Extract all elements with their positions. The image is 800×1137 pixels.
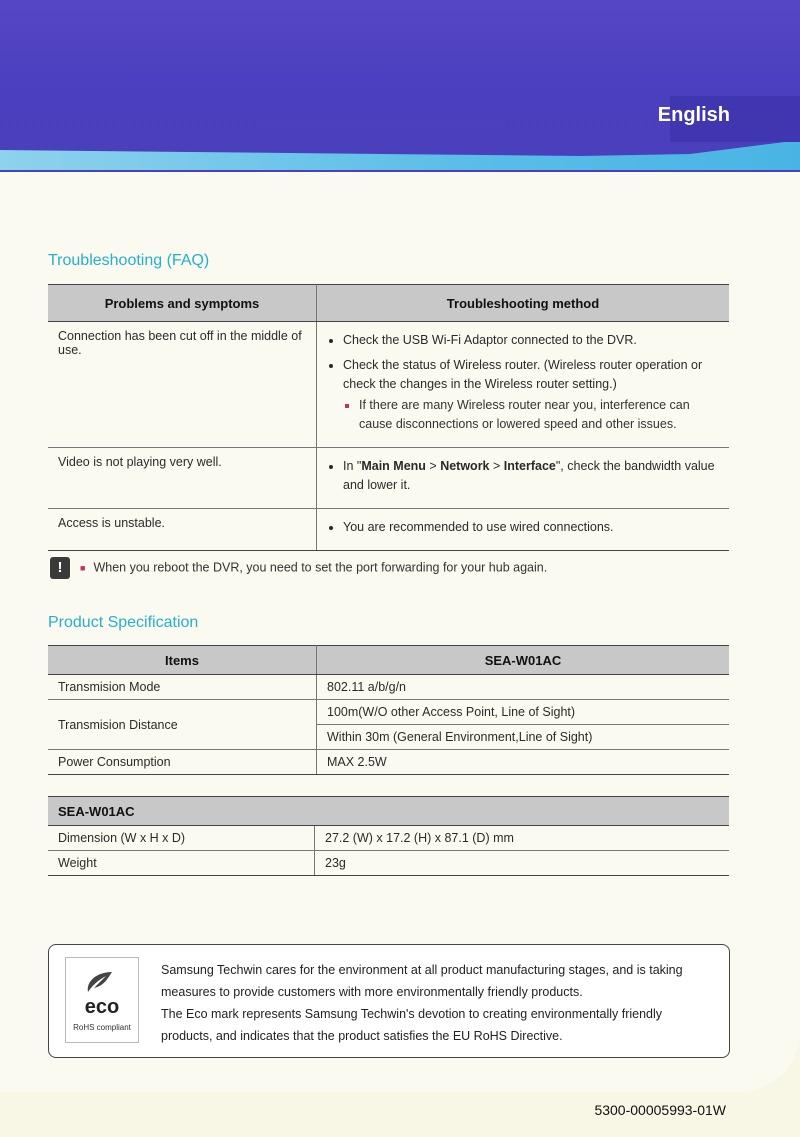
list-item: • You are recommended to use wired connections.	[343, 518, 719, 537]
text-run: ", check the bandwidth value and lower it.	[343, 459, 715, 492]
table-row	[48, 851, 729, 876]
eco-line: The Eco mark represents Samsung Techwin's devotion to creating environmentally friendly products, and indicates that the product satisfies the EU RoHS Directive.	[161, 1007, 663, 1043]
note	[50, 557, 547, 579]
note-text: When you reboot the DVR, you need to set the port forwarding for your hub again.	[93, 560, 548, 575]
spec-label: Transmision Mode	[48, 675, 317, 700]
text-run: In "	[343, 459, 362, 473]
sub-list-item: ▪ If there are many Wireless router near you, interference can cause disconnections or lowered speed and other issues.	[359, 396, 719, 434]
exclamation-icon: !	[50, 557, 70, 579]
table-row	[48, 675, 729, 700]
spec-table	[48, 645, 729, 775]
table-row	[48, 700, 729, 725]
physical-table	[48, 796, 729, 876]
table-row	[48, 509, 729, 551]
menu-path-main-menu: Main Menu	[361, 459, 426, 473]
faq-problem: Access is unstable.	[48, 509, 317, 551]
faq-method	[317, 509, 730, 551]
faq-table	[48, 284, 729, 551]
table-row	[48, 750, 729, 775]
spec-value: Within 30m (General Environment,Line of Sight)	[317, 725, 730, 750]
faq-method	[317, 448, 730, 509]
language-label: English	[657, 104, 730, 126]
list-item: • Check the USB Wi-Fi Adaptor connected to the DVR.	[343, 331, 719, 350]
eco-text	[161, 959, 711, 1047]
menu-path-network: Network	[440, 459, 490, 473]
faq-header-problem: Problems and symptoms	[48, 285, 317, 322]
faq-header-method: Troubleshooting method	[317, 285, 730, 322]
faq-problem: Connection has been cut off in the middle of use.	[48, 322, 317, 448]
table-row	[48, 448, 729, 509]
faq-problem: Video is not playing very well.	[48, 448, 317, 509]
text-run: >	[425, 459, 441, 473]
spec-value: 100m(W/O other Access Point, Line of Sight)	[317, 700, 730, 725]
spec-value: MAX 2.5W	[317, 750, 730, 775]
spec-label: Power Consumption	[48, 750, 317, 775]
table-row	[48, 826, 729, 851]
faq-title: Troubleshooting (FAQ)	[48, 252, 210, 269]
eco-line: Samsung Techwin cares for the environment at all product manufacturing stages, and is taking measures to provide customers with more environmentally friendly products.	[161, 963, 683, 999]
spec-value: 802.11 a/b/g/n	[317, 675, 730, 700]
spec-label: Transmision Distance	[48, 700, 317, 750]
spec-header-items: Items	[48, 646, 317, 675]
list-item-text: Check the status of Wireless router. (Wireless router operation or check the changes in the Wireless router setting.)	[343, 358, 703, 391]
bullet-icon: ■	[80, 563, 86, 573]
header-banner	[0, 0, 800, 172]
table-row	[48, 322, 729, 448]
list-item	[343, 356, 719, 434]
eco-logo-sub: RoHS compliant	[73, 1023, 131, 1032]
eco-notice	[48, 944, 730, 1058]
eco-logo-word: eco	[84, 996, 120, 1018]
spec-label: Weight	[48, 851, 315, 876]
spec-value: 27.2 (W) x 17.2 (H) x 87.1 (D) mm	[315, 826, 730, 851]
spec-header-model: SEA-W01AC	[317, 646, 730, 675]
spec-title: Product Specification	[48, 614, 199, 631]
spec-label: Dimension (W x H x D)	[48, 826, 315, 851]
leaf-icon	[82, 968, 122, 996]
document-code: 5300-00005993-01W	[594, 1102, 726, 1118]
faq-method	[317, 322, 730, 448]
spec-value: 23g	[315, 851, 730, 876]
menu-path-interface: Interface	[503, 459, 556, 473]
eco-logo	[65, 957, 139, 1043]
physical-header: SEA-W01AC	[48, 797, 729, 826]
text-run: >	[489, 459, 504, 473]
list-item	[343, 457, 719, 495]
